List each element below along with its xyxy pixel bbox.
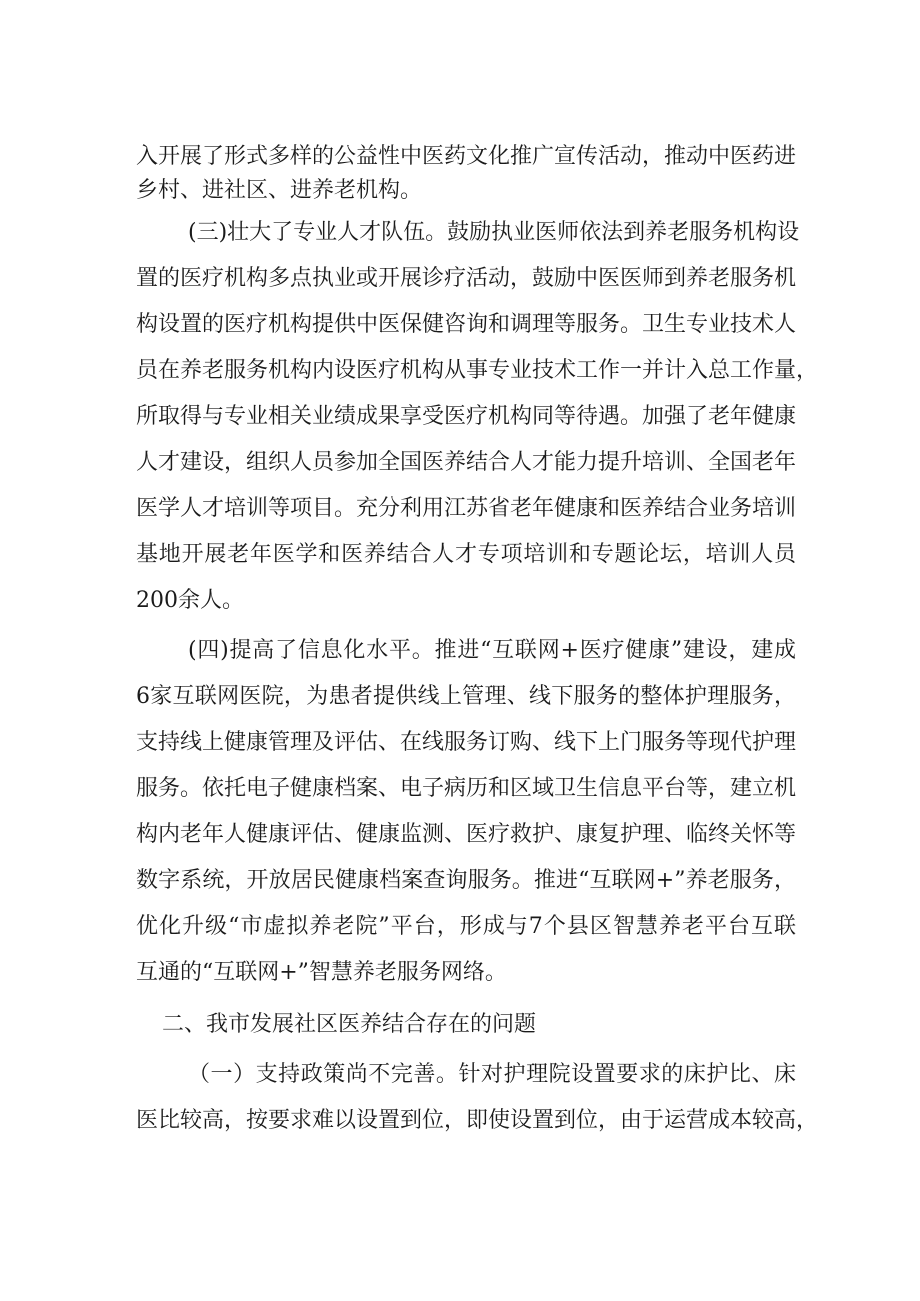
text-line: 6家互联网医院，为患者提供线上管理、线下服务的整体护理服务， bbox=[136, 684, 796, 709]
text-line: 服务。依托电子健康档案、电子病历和区域卫生信息平台等，建立机 bbox=[136, 776, 797, 801]
text-line: 互通的“互联网+”智慧养老服务网络。 bbox=[136, 960, 507, 985]
section-heading: 二、我市发展社区医养结合存在的问题 bbox=[162, 1012, 537, 1037]
text-line: 置的医疗机构多点执业或开展诊疗活动，鼓励中医医师到养老服务机 bbox=[136, 266, 797, 291]
text-line: 入开展了形式多样的公益性中医药文化推广宣传活动，推动中医药进 bbox=[136, 144, 797, 169]
text-line: 医学人才培训等项目。充分利用江苏省老年健康和医养结合业务培训 bbox=[136, 496, 797, 521]
text-line: 数字系统，开放居民健康档案查询服务。推进“互联网+”养老服务， bbox=[136, 868, 796, 893]
text-line: 医比较高，按要求难以设置到位，即使设置到位，由于运营成本较高， bbox=[136, 1108, 819, 1133]
section-3-first-line: (三)壮大了专业人才队伍。鼓励执业医师依法到养老服务机构设 bbox=[188, 220, 800, 245]
text-line: 乡村、进社区、进养老机构。 bbox=[136, 178, 423, 203]
text-line: 人才建设，组织人员参加全国医养结合人才能力提升培训、全国老年 bbox=[136, 450, 797, 475]
text-line: 所取得与专业相关业绩成果享受医疗机构同等待遇。加强了老年健康 bbox=[136, 404, 797, 429]
text-line: 构设置的医疗机构提供中医保健咨询和调理等服务。卫生专业技术人 bbox=[136, 312, 797, 337]
text-line: 员在养老服务机构内设医疗机构从事专业技术工作一并计入总工作量， bbox=[136, 358, 819, 383]
text-line: 基地开展老年医学和医养结合人才专项培训和专题论坛，培训人员 bbox=[136, 542, 796, 567]
section-4-first-line: (四)提高了信息化水平。推进“互联网+医疗健康”建设，建成 bbox=[188, 638, 796, 663]
subsection-1-first-line: （一）支持政策尚不完善。针对护理院设置要求的床护比、床 bbox=[188, 1062, 796, 1087]
text-line: 优化升级“市虚拟养老院”平台，形成与7个县区智慧养老平台互联 bbox=[136, 914, 796, 939]
text-line: 构内老年人健康评估、健康监测、医疗救护、康复护理、临终关怀等 bbox=[136, 822, 797, 847]
text-line: 200余人。 bbox=[136, 588, 244, 613]
text-line: 支持线上健康管理及评估、在线服务订购、线下上门服务等现代护理 bbox=[136, 730, 797, 755]
